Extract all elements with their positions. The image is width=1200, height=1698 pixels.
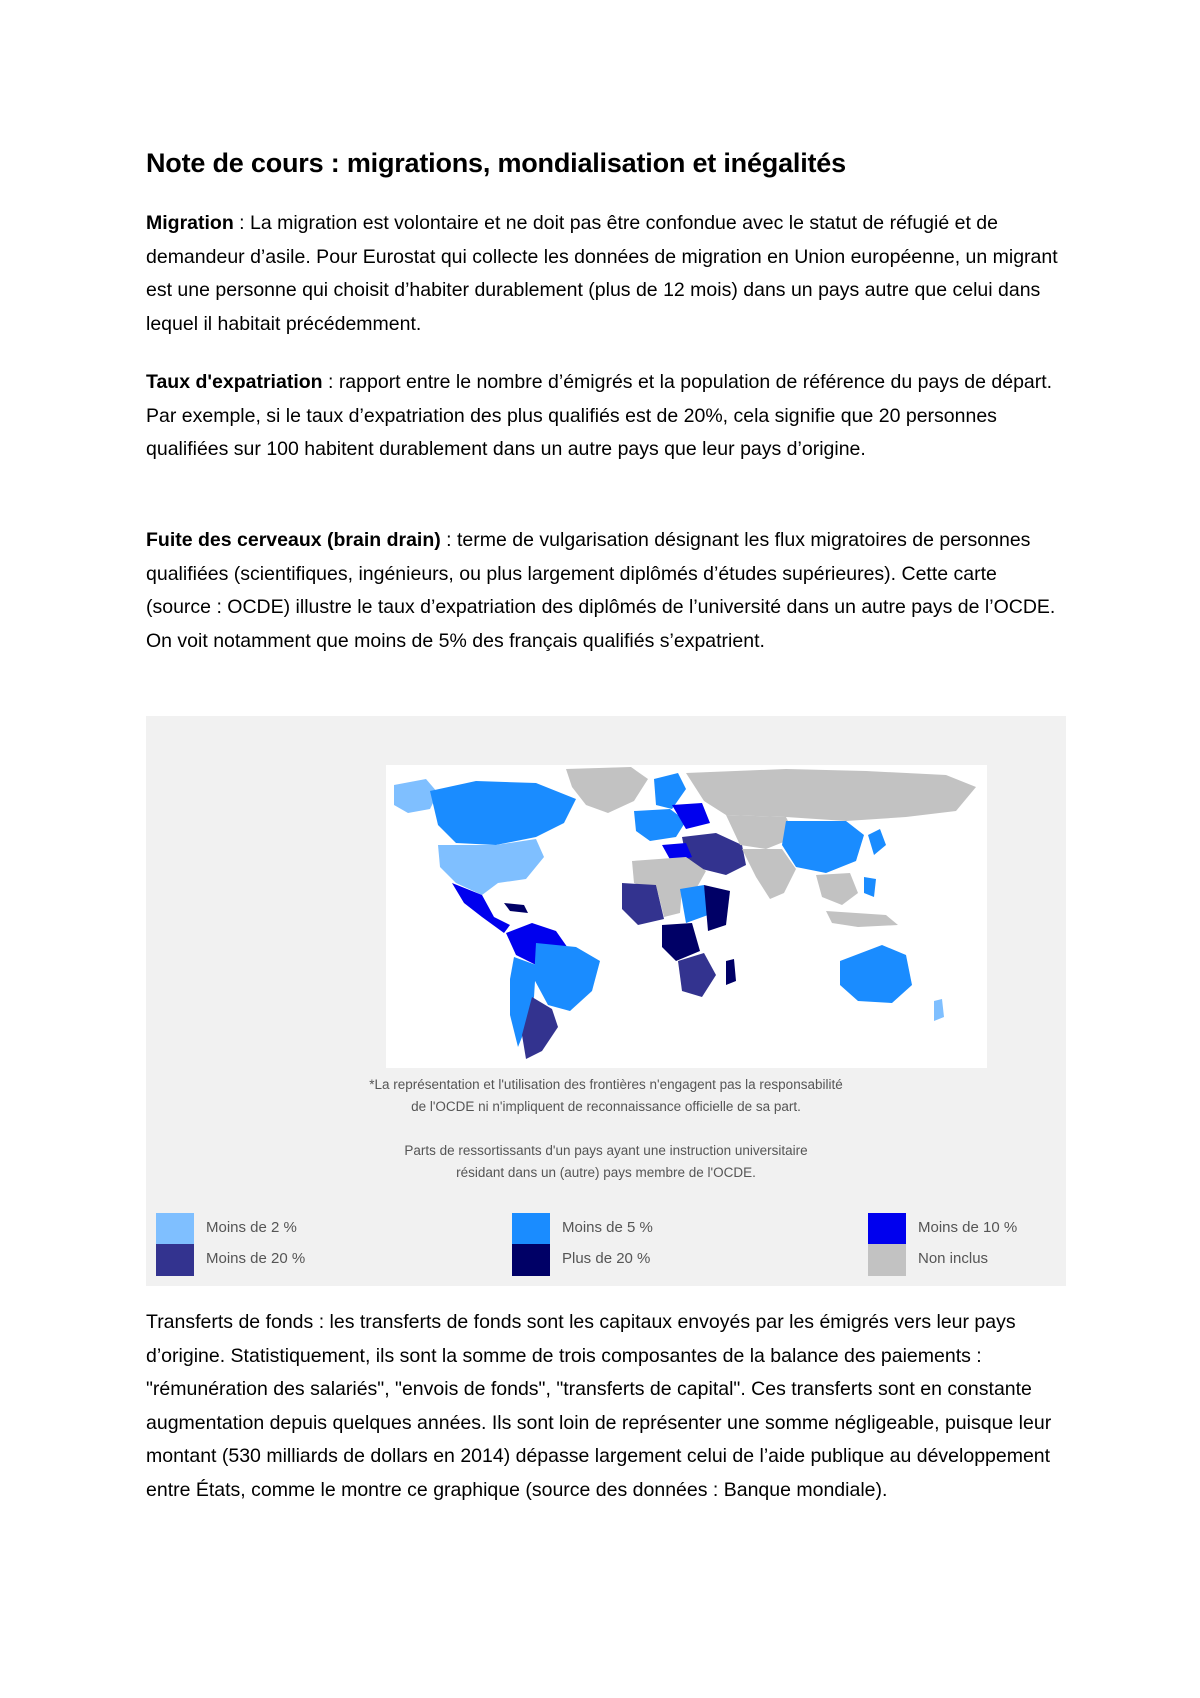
term-expatriation: Taux d'expatriation bbox=[146, 371, 323, 393]
map-region-russia bbox=[686, 769, 976, 821]
term-brain-drain: Fuite des cerveaux (brain drain) bbox=[146, 529, 441, 551]
world-map bbox=[386, 765, 987, 1068]
disclaimer-line-1: *La représentation et l'utilisation des frontières n'engagent pas la responsabilité bbox=[369, 1077, 843, 1092]
definition-expatriation: : rapport entre le nombre d’émigrés et la population de référence du pays de départ. Par exemple, si le taux d’expatriation des plus qualifiés est de 20%, cela signifie que 20 personnes qualifiées sur 100 habitent durablement dans un autre pays que leur pays d’origine. bbox=[146, 371, 1053, 460]
legend-swatch bbox=[156, 1213, 194, 1245]
legend-label: Plus de 20 % bbox=[562, 1250, 651, 1267]
legend-label: Moins de 10 % bbox=[918, 1219, 1018, 1236]
paragraph-brain-drain bbox=[146, 524, 1066, 658]
disclaimer-line-2: de l'OCDE ni n'impliquent de reconnaissance officielle de sa part. bbox=[411, 1099, 801, 1114]
legend-swatch bbox=[868, 1213, 906, 1245]
legend-label: Moins de 20 % bbox=[206, 1250, 306, 1267]
paragraph-transfers: Transferts de fonds : les transferts de fonds sont les capitaux envoyés par les émigrés vers leur pays d’origine. Statistiquement, ils sont la somme de trois composantes de la balance des paiements : "rémunération des salariés", "envois de fonds", "transferts de capital". Ces transferts sont en constante augmentation depuis quelques années. Ils sont loin de représenter une somme négligeable, puisque leur montant (530 milliards de dollars en 2014) dépasse largement celui de l’aide publique au développement entre États, comme le montre ce graphique (source des données : Banque mondiale). bbox=[146, 1311, 1052, 1501]
legend-swatch bbox=[512, 1244, 550, 1276]
map-disclaimer bbox=[146, 1074, 1066, 1118]
paragraph-migration bbox=[146, 207, 1066, 341]
legend-label: Non inclus bbox=[918, 1250, 989, 1267]
expatriation-map-figure bbox=[146, 716, 1066, 1286]
legend-label: Moins de 2 % bbox=[206, 1219, 297, 1236]
page-title: Note de cours : migrations, mondialisation et inégalités bbox=[146, 148, 846, 178]
legend-swatch bbox=[156, 1244, 194, 1276]
legend-swatch bbox=[868, 1244, 906, 1276]
definition-migration: : La migration est volontaire et ne doit pas être confondue avec le statut de réfugié et de demandeur d’asile. Pour Eurostat qui collecte les données de migration en Union européenne, un migrant est une personne qui choisit d’habiter durablement (plus de 12 mois) dans un pays autre que celui dans lequel il habitait précédemment. bbox=[146, 212, 1058, 335]
legend-title-line-2: résidant dans un (autre) pays membre de l'OCDE. bbox=[456, 1165, 756, 1180]
paragraph-expatriation bbox=[146, 366, 1066, 467]
term-migration: Migration bbox=[146, 212, 234, 234]
map-region-east-africa bbox=[704, 885, 730, 931]
legend-swatch bbox=[512, 1213, 550, 1245]
world-map-graphic bbox=[386, 765, 987, 1068]
legend-label: Moins de 5 % bbox=[562, 1219, 653, 1236]
legend-title bbox=[146, 1140, 1066, 1184]
definition-brain-drain: : terme de vulgarisation désignant les flux migratoires de personnes qualifiées (scientifiques, ingénieurs, ou plus largement diplômés d’études supérieures). Cette carte (source : OCDE) illustre le taux d’expatriation des diplômés de l’université dans un autre pays de l’OCDE. On voit notamment que moins de 5% des français qualifiés s’expatrient. bbox=[146, 529, 1056, 652]
legend-title-line-1: Parts de ressortissants d'un pays ayant une instruction universitaire bbox=[404, 1143, 808, 1158]
